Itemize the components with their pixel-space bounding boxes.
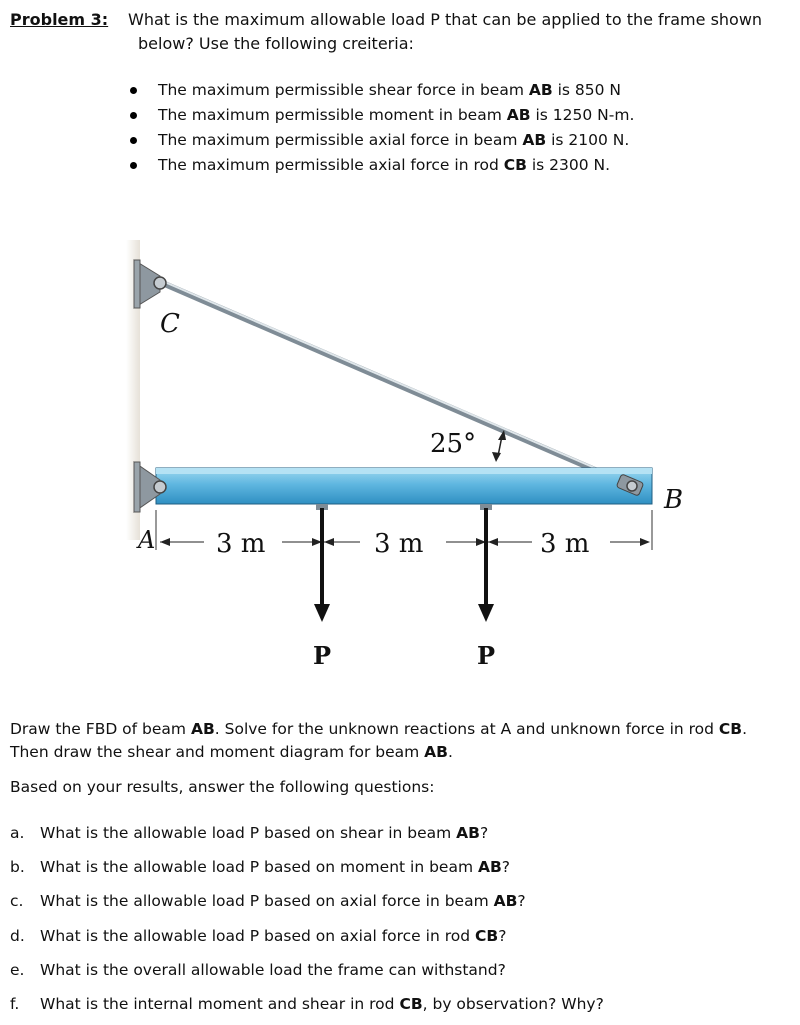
label-b: B	[664, 485, 684, 515]
beam-ab	[156, 468, 652, 504]
criteria-list	[130, 78, 634, 178]
question-item: d. What is the allowable load P based on axial force in rod CB?	[10, 926, 507, 945]
criteria-item: The maximum permissible moment in beam AB is 1250 N-m.	[130, 103, 634, 128]
angle-label: 25°	[430, 429, 477, 459]
span-label-1: 3 m	[216, 529, 266, 559]
instruction-paragraph: Draw the FBD of beam AB. Solve for the unknown reactions at A and unknown force in rod CB. Then draw the shear and moment diagram for beam AB.	[10, 720, 748, 761]
questions-list	[10, 820, 790, 1025]
criteria-item: The maximum permissible axial force in rod CB is 2300 N.	[130, 153, 634, 178]
question-item: e. What is the overall allowable load the frame can withstand?	[10, 960, 506, 979]
criteria-item: The maximum permissible axial force in beam AB is 2100 N.	[130, 128, 634, 153]
question-item: c. What is the allowable load P based on axial force in beam AB?	[10, 892, 526, 911]
problem-label: Problem 3:	[10, 10, 109, 29]
load-label-1: P	[313, 641, 332, 670]
angle-marker	[492, 430, 506, 462]
support-c	[134, 260, 166, 308]
frame-diagram	[120, 230, 700, 700]
rod-cb	[160, 280, 632, 486]
load-arrow-2	[478, 504, 494, 622]
question-item: f. What is the internal moment and shear in rod CB, by observation? Why?	[10, 994, 604, 1013]
problem-statement	[10, 8, 790, 56]
load-label-2: P	[477, 641, 496, 670]
instruction-intro: Based on your results, answer the following questions:	[10, 778, 435, 796]
instructions	[10, 718, 790, 811]
frame-figure	[120, 230, 700, 700]
label-a: A	[138, 526, 156, 554]
question-item: a. What is the allowable load P based on shear in beam AB?	[10, 824, 489, 842]
question-item: b. What is the allowable load P based on moment in beam AB?	[10, 858, 511, 877]
problem-text-line2: below? Use the following creiteria:	[138, 34, 414, 53]
label-c: C	[160, 309, 180, 339]
span-label-3: 3 m	[540, 529, 590, 559]
criteria-item: The maximum permissible shear force in beam AB is 850 N	[130, 78, 634, 103]
problem-text-line1: What is the maximum allowable load P that can be applied to the frame shown	[128, 10, 763, 29]
span-label-2: 3 m	[374, 529, 424, 559]
problem-line1	[10, 8, 790, 32]
load-arrow-1	[314, 504, 330, 622]
